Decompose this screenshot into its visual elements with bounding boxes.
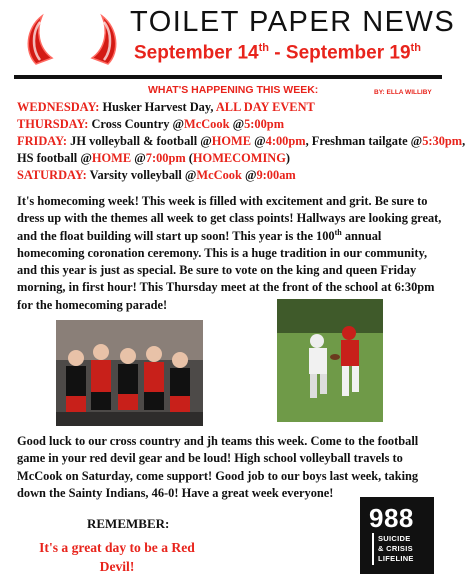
schedule-text: HOME: [91, 151, 132, 165]
header-divider: [14, 75, 442, 79]
devil-horns-icon: [22, 14, 122, 66]
lifeline-label: SUICIDE & CRISIS LIFELINE: [378, 534, 414, 563]
cheerleaders-photo: [56, 320, 203, 426]
schedule-text: 4:00pm: [265, 134, 306, 148]
schedule-text: Cross Country @: [88, 117, 185, 131]
remember-heading: REMEMBER:: [87, 516, 170, 531]
schedule-text: @: [241, 168, 257, 182]
schedule-text: HOMECOMING: [192, 151, 286, 165]
date-range: September 14th - September 19th: [134, 42, 421, 64]
schedule-text: 5:00pm: [244, 117, 285, 131]
schedule-heading: WHAT'S HAPPENING THIS WEEK:: [148, 84, 319, 96]
newsletter-title: TOILET PAPER NEWS: [130, 6, 456, 38]
byline: BY: ELLA WILLIBY: [374, 89, 432, 96]
schedule-day: WEDNESDAY:: [17, 100, 100, 114]
schedule-line: [17, 167, 442, 184]
motto: It's a great day to be a Red Devil!: [39, 540, 195, 574]
schedule-text: JH volleyball & football @: [67, 134, 212, 148]
schedule-line: [17, 150, 442, 167]
schedule-text: (: [185, 151, 193, 165]
schedule-text: HS football @: [17, 151, 92, 165]
schedule-day: SATURDAY:: [17, 168, 87, 182]
schedule-text: 9:00am: [256, 168, 296, 182]
schedule-text: ALL DAY EVENT: [215, 100, 315, 114]
schedule-day: THURSDAY:: [17, 117, 89, 131]
schedule-text: @: [131, 151, 146, 165]
schedule-text: @: [251, 134, 266, 148]
schedule-line: [17, 99, 442, 116]
football-game-photo: [277, 299, 383, 422]
schedule-text: 7:00pm: [145, 151, 186, 165]
schedule-line: [17, 133, 465, 150]
schedule-text: Husker Harvest Day,: [99, 100, 216, 114]
schedule-text: HOME: [211, 134, 252, 148]
schedule-text: McCook: [184, 117, 230, 131]
schedule-text: ): [285, 151, 290, 165]
schedule-day: FRIDAY:: [17, 134, 68, 148]
masthead: [0, 0, 456, 74]
schedule-text: , Freshman tailgate @: [305, 134, 423, 148]
schedule-text: Varsity volleyball @: [86, 168, 197, 182]
weekly-schedule: [17, 99, 465, 184]
schedule-line: [17, 116, 442, 133]
article-paragraph-2: Good luck to our cross country and jh teams this week. Come to the football game in your red devil gear and be loud! High school volleyball travels to McCook on Saturday, come support! Good job to our boys last week, taking down the Sainty Indians, 46-0! Have a great week everyone!: [17, 434, 419, 500]
schedule-text: McCook: [196, 168, 242, 182]
lifeline-number: 988: [369, 503, 414, 533]
lifeline-logo: [360, 497, 434, 574]
schedule-text: ,: [462, 134, 465, 148]
schedule-text: @: [229, 117, 245, 131]
article-paragraph-1: It's homecoming week! This week is filled with excitement and grit. Be sure to dress up with the themes all week to get class points! Hallways are looking great, and the float building will start up soon! This year is the 100th annual homecoming coronation ceremony. This is a huge tradition in our community, and this year is just as special. Be sure to vote on the king and queen Friday morning, in first hour! This Thursday meet at the front of the school at 6:30pm for the homecoming parade!: [17, 194, 442, 312]
schedule-text: 5:30pm: [422, 134, 463, 148]
